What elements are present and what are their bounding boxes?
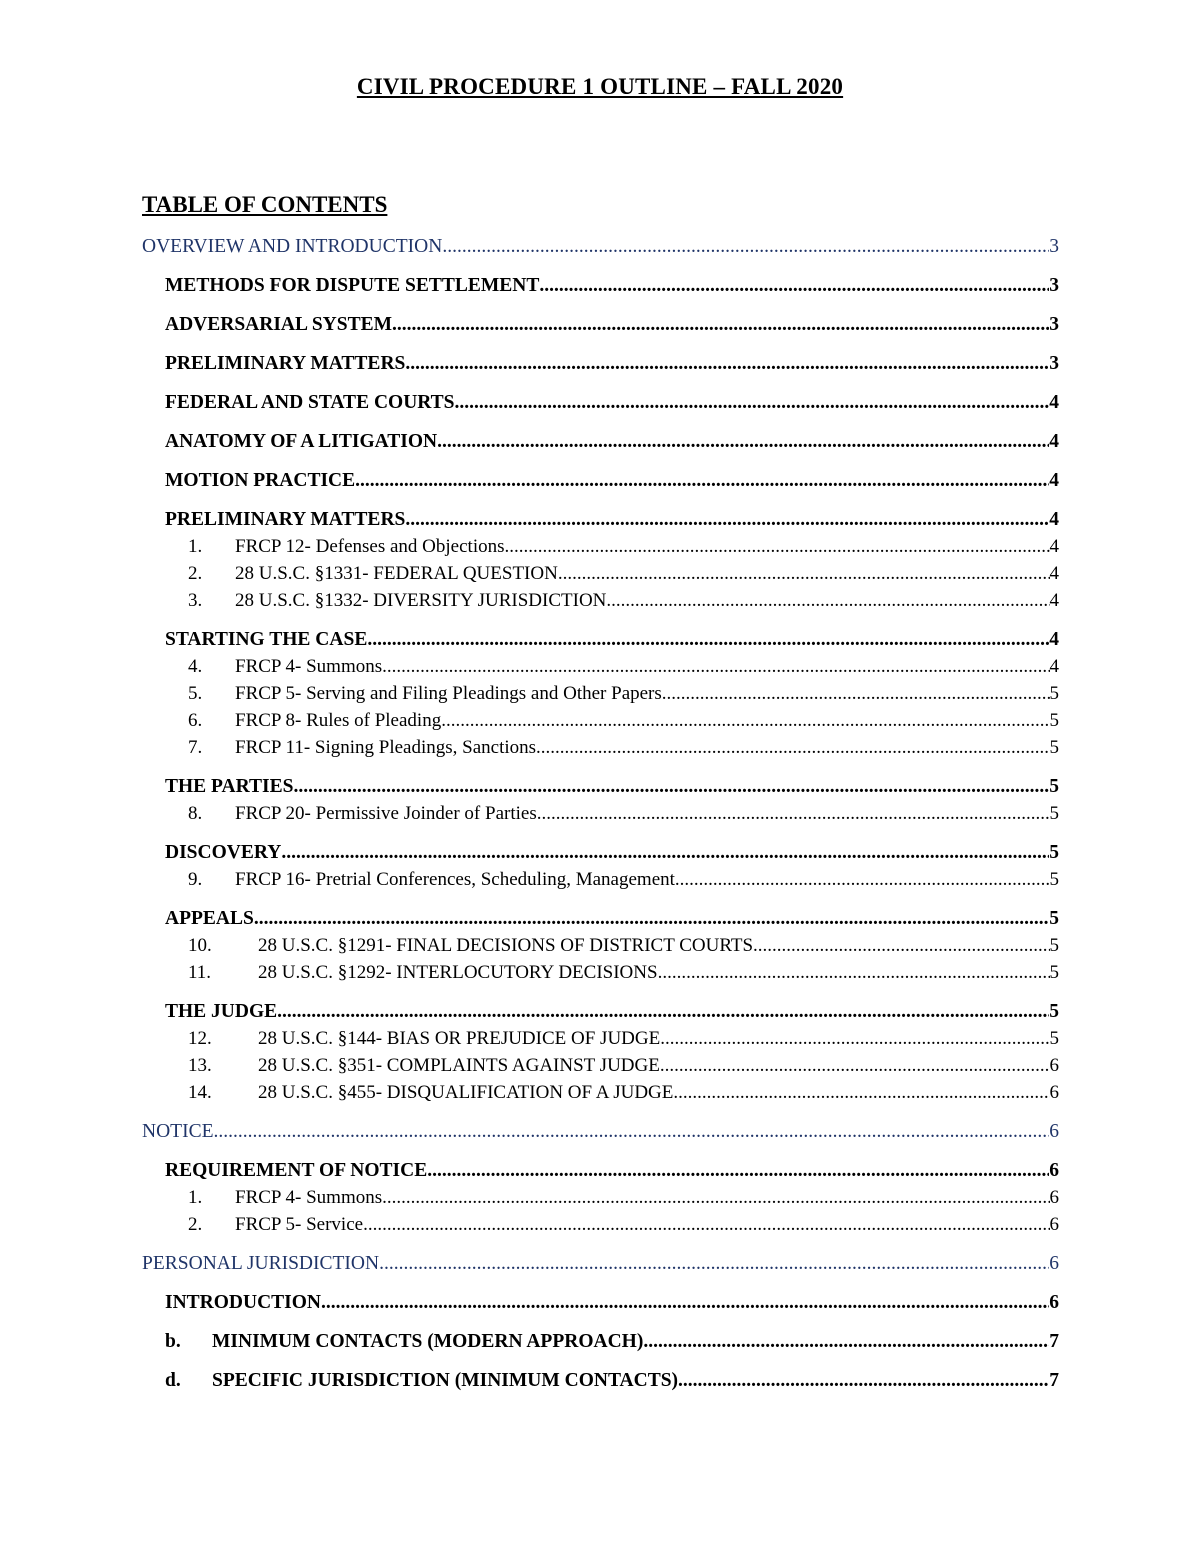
toc-entry-label: THE PARTIES <box>165 776 294 797</box>
toc-entry-page-number: 5 <box>1049 737 1059 758</box>
toc-entry-page-number: 7 <box>1049 1331 1059 1352</box>
toc-entry-label: STARTING THE CASE <box>165 629 368 650</box>
toc-entry-label: DISCOVERY <box>165 842 282 863</box>
toc-entry-page-number: 4 <box>1049 629 1059 650</box>
toc-entry-page-number: 5 <box>1049 803 1059 824</box>
toc-entry-label: 28 U.S.C. §455- DISQUALIFICATION OF A JUDGE <box>258 1082 674 1103</box>
toc-entry-page-number: 6 <box>1049 1160 1059 1181</box>
toc-entry-label: MINIMUM CONTACTS (MODERN APPROACH) <box>212 1331 644 1352</box>
toc-entry[interactable] <box>142 236 1059 258</box>
toc-entry[interactable] <box>188 869 1059 891</box>
toc-entry-label: 28 U.S.C. §1291- FINAL DECISIONS OF DISTRICT COURTS <box>258 935 754 956</box>
toc-entry[interactable] <box>188 710 1059 732</box>
toc-dot-leader <box>753 935 1049 957</box>
toc-entry[interactable] <box>165 776 1059 798</box>
toc-entry[interactable] <box>142 1253 1059 1275</box>
toc-dot-leader <box>382 656 1049 678</box>
toc-entry[interactable] <box>188 1187 1059 1209</box>
toc-entry-page-number: 3 <box>1049 236 1059 257</box>
toc-entry-number: 2. <box>188 563 203 584</box>
toc-entry-label: FRCP 12- Defenses and Objections <box>235 536 505 557</box>
toc-dot-leader <box>405 509 1049 531</box>
toc-entry[interactable] <box>188 590 1059 612</box>
toc-dot-leader <box>392 314 1049 336</box>
toc-entry[interactable] <box>165 1292 1059 1314</box>
toc-entry-label: FRCP 11- Signing Pleadings, Sanctions <box>235 737 537 758</box>
toc-entry[interactable] <box>165 431 1059 453</box>
toc-heading: TABLE OF CONTENTS <box>142 192 388 217</box>
toc-entry[interactable] <box>188 1028 1059 1050</box>
toc-entry-number: 1. <box>188 1187 203 1208</box>
toc-dot-leader <box>643 1331 1049 1353</box>
toc-entry[interactable] <box>188 536 1059 558</box>
toc-entry-number: d. <box>165 1370 181 1391</box>
toc-entry-page-number: 4 <box>1049 590 1059 611</box>
toc-entry-label: THE JUDGE <box>165 1001 278 1022</box>
toc-dot-leader <box>427 1160 1049 1182</box>
toc-dot-leader <box>405 353 1049 375</box>
toc-dot-leader <box>658 962 1050 984</box>
toc-dot-leader <box>277 1001 1049 1023</box>
toc-dot-leader <box>214 1121 1050 1143</box>
toc-entry[interactable] <box>188 656 1059 678</box>
toc-entry[interactable] <box>165 353 1059 375</box>
toc-entry-label: METHODS FOR DISPUTE SETTLEMENT <box>165 275 540 296</box>
toc-dot-leader <box>442 236 1049 258</box>
toc-dot-leader <box>379 1253 1049 1275</box>
toc-entry[interactable] <box>188 563 1059 585</box>
toc-entry[interactable] <box>165 509 1059 531</box>
toc-entry-page-number: 6 <box>1049 1055 1059 1076</box>
toc-entry-page-number: 6 <box>1049 1214 1059 1235</box>
toc-dot-leader <box>673 1082 1049 1104</box>
toc-entry-page-number: 4 <box>1049 656 1059 677</box>
toc-entry-number: 3. <box>188 590 203 611</box>
toc-entry[interactable] <box>165 392 1059 414</box>
toc-dot-leader <box>437 431 1049 453</box>
toc-entry-page-number: 3 <box>1049 275 1059 296</box>
toc-entry-number: 10. <box>188 935 212 956</box>
toc-dot-leader <box>505 536 1050 558</box>
toc-dot-leader <box>660 1055 1050 1077</box>
toc-entry-page-number: 6 <box>1049 1121 1059 1142</box>
toc-entry-label: SPECIFIC JURISDICTION (MINIMUM CONTACTS) <box>212 1370 679 1391</box>
toc-entry[interactable] <box>165 314 1059 336</box>
toc-dot-leader <box>539 275 1049 297</box>
toc-entry[interactable] <box>188 1214 1059 1236</box>
toc-entry-label: FRCP 5- Service <box>235 1214 364 1235</box>
toc-dot-leader <box>662 683 1050 705</box>
toc-dot-leader <box>536 737 1049 759</box>
toc-entry-label: INTRODUCTION <box>165 1292 322 1313</box>
toc-entry-page-number: 3 <box>1049 353 1059 374</box>
toc-entry-page-number: 5 <box>1049 869 1059 890</box>
toc-dot-leader <box>382 1187 1049 1209</box>
toc-dot-leader <box>660 1028 1049 1050</box>
toc-entry-label: APPEALS <box>165 908 254 929</box>
toc-entry-label: NOTICE <box>142 1121 214 1142</box>
toc-entry-number: 6. <box>188 710 203 731</box>
toc-entry-number: 13. <box>188 1055 212 1076</box>
toc-entry-page-number: 7 <box>1049 1370 1059 1391</box>
toc-entry-number: b. <box>165 1331 181 1352</box>
toc-entry-number: 12. <box>188 1028 212 1049</box>
toc-entry-label: FRCP 5- Serving and Filing Pleadings and Other Papers <box>235 683 662 704</box>
toc-dot-leader <box>355 470 1049 492</box>
toc-entry-label: 28 U.S.C. §351- COMPLAINTS AGAINST JUDGE <box>258 1055 660 1076</box>
toc-entry-number: 14. <box>188 1082 212 1103</box>
toc-dot-leader <box>606 590 1049 612</box>
toc-entry-label: FRCP 16- Pretrial Conferences, Scheduling, Management <box>235 869 675 890</box>
toc-entry-number: 11. <box>188 962 212 983</box>
toc-entry-label: FRCP 4- Summons <box>235 1187 383 1208</box>
toc-entry-page-number: 5 <box>1049 962 1059 983</box>
toc-entry-page-number: 6 <box>1049 1082 1059 1103</box>
toc-entry-page-number: 4 <box>1049 392 1059 413</box>
toc-entry[interactable] <box>188 803 1059 825</box>
toc-entry-page-number: 5 <box>1049 776 1059 797</box>
toc-dot-leader <box>281 842 1049 864</box>
toc-entry-number: 7. <box>188 737 203 758</box>
toc-entry-label: PERSONAL JURISDICTION <box>142 1253 380 1274</box>
toc-entry[interactable] <box>188 1082 1059 1104</box>
toc-entry[interactable] <box>188 737 1059 759</box>
toc-entry-page-number: 4 <box>1049 536 1059 557</box>
toc-entry-label: 28 U.S.C. §144- BIAS OR PREJUDICE OF JUDGE <box>258 1028 661 1049</box>
document-title: CIVIL PROCEDURE 1 OUTLINE – FALL 2020 <box>356 74 844 99</box>
toc-dot-leader <box>558 563 1050 585</box>
toc-entry-label: FEDERAL AND STATE COURTS <box>165 392 455 413</box>
toc-entry-page-number: 5 <box>1049 908 1059 929</box>
toc-entry-label: PRELIMINARY MATTERS <box>165 509 406 530</box>
toc-entry-number: 8. <box>188 803 203 824</box>
toc-entry-number: 2. <box>188 1214 203 1235</box>
toc-entry[interactable] <box>188 935 1059 957</box>
toc-entry[interactable] <box>165 1160 1059 1182</box>
toc-entry-page-number: 5 <box>1049 1001 1059 1022</box>
toc-entry-label: 28 U.S.C. §1331- FEDERAL QUESTION <box>235 563 558 584</box>
toc-entry[interactable] <box>165 908 1059 930</box>
toc-dot-leader <box>441 710 1049 732</box>
toc-entry-label: 28 U.S.C. §1332- DIVERSITY JURISDICTION <box>235 590 607 611</box>
toc-entry-page-number: 6 <box>1049 1253 1059 1274</box>
toc-entry[interactable] <box>188 1055 1059 1077</box>
toc-entry-page-number: 4 <box>1049 509 1059 530</box>
toc-entry[interactable] <box>165 1370 1059 1392</box>
toc-entry-page-number: 3 <box>1049 314 1059 335</box>
toc-dot-leader <box>363 1214 1049 1236</box>
toc-entry-page-number: 6 <box>1049 1187 1059 1208</box>
toc-entry-page-number: 6 <box>1049 1292 1059 1313</box>
toc-entry-page-number: 5 <box>1049 710 1059 731</box>
toc-dot-leader <box>321 1292 1049 1314</box>
toc-entry-page-number: 4 <box>1049 563 1059 584</box>
toc-dot-leader <box>537 803 1050 825</box>
toc-entry-label: ADVERSARIAL SYSTEM <box>165 314 393 335</box>
toc-entry[interactable] <box>165 275 1059 297</box>
toc-entry[interactable] <box>188 962 1059 984</box>
toc-entry-label: ANATOMY OF A LITIGATION <box>165 431 438 452</box>
toc-dot-leader <box>254 908 1049 930</box>
toc-dot-leader <box>455 392 1050 414</box>
toc-entry[interactable] <box>142 1121 1059 1143</box>
toc-entry-page-number: 5 <box>1049 1028 1059 1049</box>
toc-dot-leader <box>367 629 1049 651</box>
toc-entry[interactable] <box>165 470 1059 492</box>
toc-entry-page-number: 5 <box>1049 935 1059 956</box>
toc-entry-label: 28 U.S.C. §1292- INTERLOCUTORY DECISIONS <box>258 962 658 983</box>
toc-dot-leader <box>678 1370 1049 1392</box>
toc-entry[interactable] <box>165 842 1059 864</box>
toc-entry-number: 4. <box>188 656 203 677</box>
toc-entry-label: OVERVIEW AND INTRODUCTION <box>142 236 443 257</box>
toc-entry-label: FRCP 4- Summons <box>235 656 383 677</box>
toc-dot-leader <box>293 776 1049 798</box>
toc-entry-number: 9. <box>188 869 203 890</box>
toc-entry-label: PRELIMINARY MATTERS <box>165 353 406 374</box>
toc-entry-label: FRCP 20- Permissive Joinder of Parties <box>235 803 537 824</box>
toc-entry-page-number: 4 <box>1049 431 1059 452</box>
toc-dot-leader <box>675 869 1050 891</box>
toc-entry-number: 5. <box>188 683 203 704</box>
toc-entry-page-number: 5 <box>1049 842 1059 863</box>
toc-entry[interactable] <box>165 629 1059 651</box>
toc-entry-label: REQUIREMENT OF NOTICE <box>165 1160 428 1181</box>
toc-entry[interactable] <box>165 1001 1059 1023</box>
toc-entry-label: FRCP 8- Rules of Pleading <box>235 710 442 731</box>
toc-entry[interactable] <box>165 1331 1059 1353</box>
toc-entry[interactable] <box>188 683 1059 705</box>
toc-entry-label: MOTION PRACTICE <box>165 470 356 491</box>
toc-entry-page-number: 5 <box>1049 683 1059 704</box>
toc-entry-number: 1. <box>188 536 203 557</box>
toc-entry-page-number: 4 <box>1049 470 1059 491</box>
